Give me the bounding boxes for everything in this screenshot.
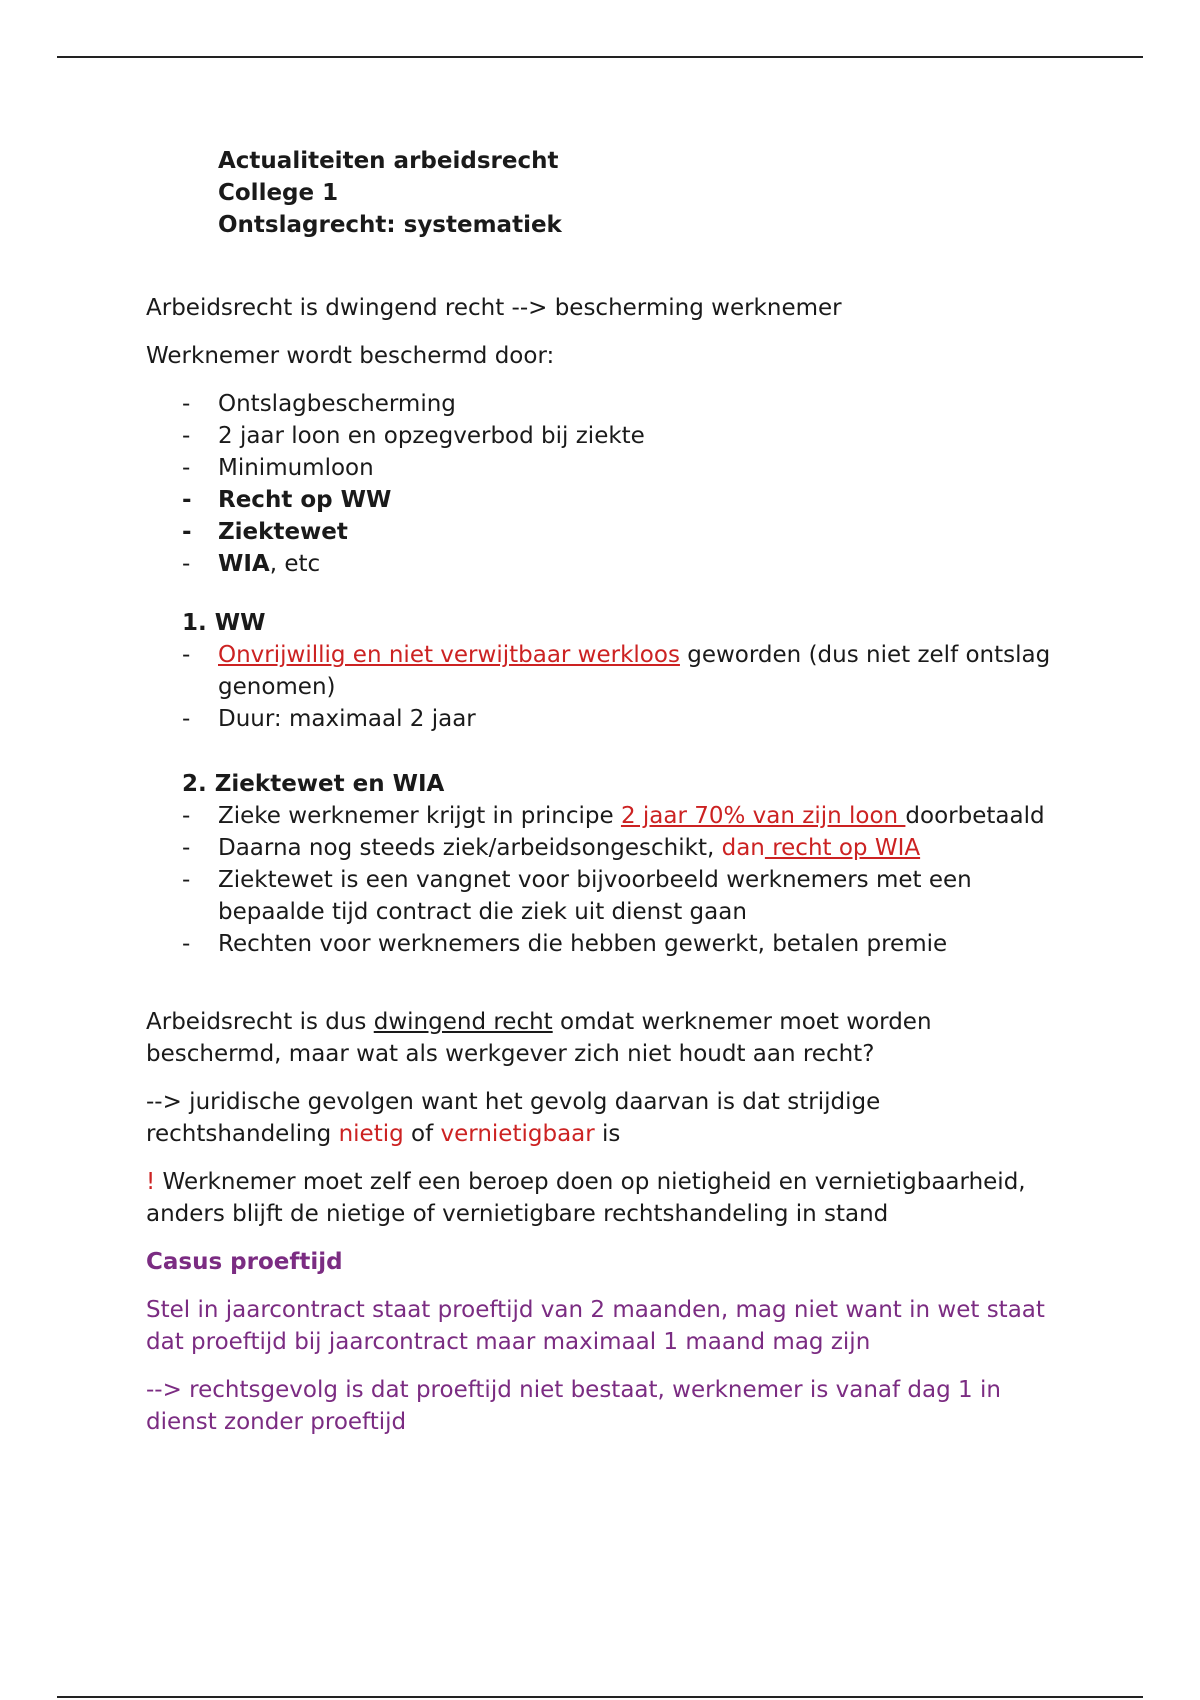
warning-mark: ! — [146, 1169, 156, 1195]
list-item: - Rechten voor werknemers die hebben gewerkt, betalen premie — [182, 931, 948, 957]
list-item: - Ziektewet — [182, 519, 348, 545]
list-item: - Ontslagbescherming — [182, 391, 456, 417]
ww-list — [146, 639, 1066, 735]
document-header — [218, 145, 1066, 241]
intro-paragraph-2: Werknemer wordt beschermd door: — [146, 343, 555, 369]
list-item: - WIA, etc — [182, 551, 321, 577]
section-title-ziektewet: 2. Ziektewet en WIA — [182, 771, 445, 797]
intro-paragraph-1: Arbeidsrecht is dwingend recht --> bescherming werknemer — [146, 295, 842, 321]
top-rule — [57, 56, 1143, 58]
list-item: - 2 jaar loon en opzegverbod bij ziekte — [182, 423, 645, 449]
casus-paragraph-2: --> rechtsgevolg is dat proeftijd niet bestaat, werknemer is vanaf dag 1 in dienst zonder proeftijd — [146, 1377, 1001, 1435]
lecture-number: College 1 — [218, 180, 339, 206]
list-item: - Onvrijwillig en niet verwijtbaar werkloos geworden (dus niet zelf ontslag genomen) — [182, 642, 1051, 700]
list-item: - Recht op WW — [182, 487, 392, 513]
ziektewet-list — [146, 800, 1066, 960]
protections-list — [146, 388, 1066, 580]
body-paragraph-1: Arbeidsrecht is dus dwingend recht omdat werknemer moet worden beschermd, maar wat als werkgever zich niet houdt aan recht? — [146, 1009, 932, 1067]
bottom-rule — [57, 1696, 1143, 1698]
body-paragraph-2: --> juridische gevolgen want het gevolg daarvan is dat strijdige rechtshandeling nietig of vernietigbaar is — [146, 1089, 881, 1147]
list-item: - Ziektewet is een vangnet voor bijvoorbeeld werknemers met een bepaalde tijd contract die ziek uit dienst gaan — [182, 867, 972, 925]
document-body — [146, 145, 1066, 1438]
list-item: - Duur: maximaal 2 jaar — [182, 706, 476, 732]
body-paragraph-3: ! Werknemer moet zelf een beroep doen op nietigheid en vernietigbaarheid, anders blijft de nietige of vernietigbare rechtshandeling in stand — [146, 1169, 1026, 1227]
section-title-ww: 1. WW — [182, 610, 266, 636]
list-item: - Daarna nog steeds ziek/arbeidsongeschikt, dan recht op WIA — [182, 835, 921, 861]
casus-title: Casus proeftijd — [146, 1249, 343, 1275]
list-item: - Zieke werknemer krijgt in principe 2 jaar 70% van zijn loon doorbetaald — [182, 803, 1045, 829]
course-title: Actualiteiten arbeidsrecht — [218, 148, 559, 174]
lecture-topic: Ontslagrecht: systematiek — [218, 212, 562, 238]
list-item: - Minimumloon — [182, 455, 374, 481]
casus-paragraph-1: Stel in jaarcontract staat proeftijd van 2 maanden, mag niet want in wet staat dat proeftijd bij jaarcontract maar maximaal 1 maand mag zijn — [146, 1297, 1045, 1355]
